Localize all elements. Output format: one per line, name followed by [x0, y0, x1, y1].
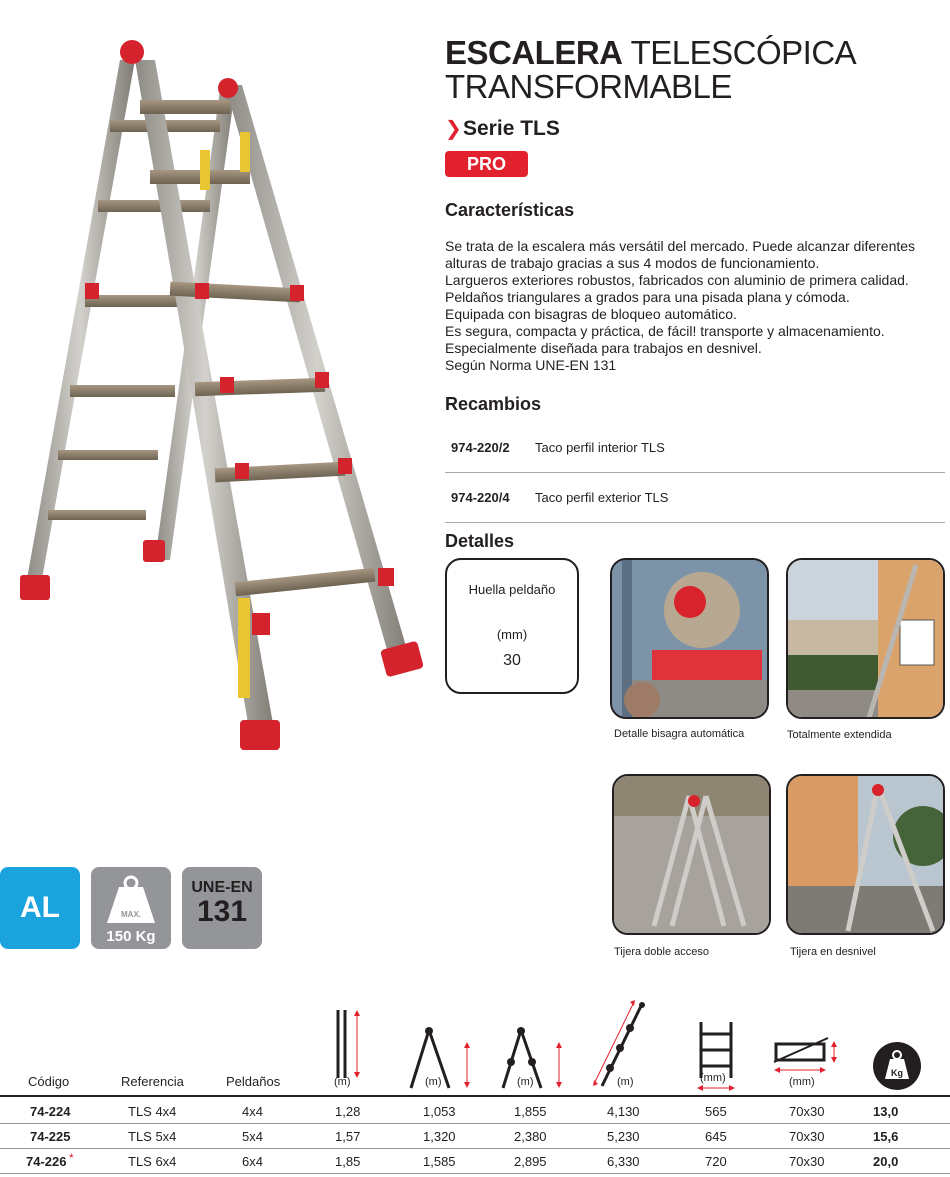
series-label — [445, 116, 560, 141]
cell-weight: 15,6 — [873, 1129, 899, 1144]
feature-line: Según Norma UNE-EN 131 — [445, 357, 617, 373]
details-heading: Detalles — [445, 531, 515, 551]
cell-width: 565 — [705, 1104, 727, 1119]
unit-label: (m) — [334, 1076, 351, 1088]
feature-line: Se trata de la escalera más versátil del mercado. Puede alcanzar diferentes — [445, 238, 916, 254]
extended-ladder-image — [788, 560, 945, 719]
cell-weight: 13,0 — [873, 1104, 899, 1119]
step-depth-box — [445, 558, 579, 694]
kg-label: Kg — [891, 1068, 903, 1078]
une-line1: UNE-EN — [191, 879, 253, 896]
aluminium-badge — [0, 867, 80, 949]
unit-label: (m) — [617, 1076, 634, 1088]
spare-row — [445, 423, 945, 473]
features-heading: Características — [445, 200, 575, 220]
title-line2: TRANSFORMABLE — [445, 68, 732, 105]
kg-weight-icon — [872, 1041, 922, 1091]
cell-codigo: 74-224 — [30, 1104, 71, 1119]
cell-peldanos: 6x4 — [242, 1154, 263, 1169]
title-rest: TELESCÓPICA — [622, 34, 857, 71]
table-row — [0, 1149, 950, 1174]
table-header — [0, 1000, 950, 1096]
unit-label: (m) — [517, 1076, 534, 1088]
header-peldanos: Peldaños — [226, 1074, 281, 1089]
cell-extended-length: 4,130 — [607, 1104, 640, 1119]
max-value: 150 Kg — [106, 928, 156, 945]
step-depth-unit: (mm) — [496, 627, 528, 642]
cell-closed-height: 1,28 — [335, 1104, 361, 1119]
feature-line: Es segura, compacta y práctica, de fácil! transporte y almacenamiento. — [445, 323, 885, 339]
photo-caption: Tijera en desnivel — [790, 946, 876, 958]
spare-code: 974-220/4 — [451, 490, 510, 505]
cell-double-height: 2,380 — [514, 1129, 547, 1144]
double-access-image — [614, 776, 771, 935]
product-title — [445, 36, 856, 104]
asterisk-mark: * — [69, 1151, 74, 1165]
table-row — [0, 1124, 950, 1149]
aluminium-label: AL — [20, 891, 60, 924]
cell-scissor-height: 1,585 — [423, 1154, 456, 1169]
hinge-detail-image — [612, 560, 769, 719]
features-text — [445, 238, 940, 374]
cell-weight: 20,0 — [873, 1154, 899, 1169]
spare-row — [445, 473, 945, 523]
cell-extended-length: 5,230 — [607, 1129, 640, 1144]
header-referencia: Referencia — [121, 1074, 184, 1089]
unit-label: (m) — [425, 1076, 442, 1088]
cell-width: 645 — [705, 1129, 727, 1144]
cell-referencia: TLS 6x4 — [128, 1154, 177, 1169]
max-load-badge — [91, 867, 171, 949]
cell-profile: 70x30 — [789, 1129, 825, 1144]
spare-description: Taco perfil exterior TLS — [535, 490, 669, 505]
table-row — [0, 1099, 950, 1124]
ladder-product-image — [10, 40, 430, 770]
feature-line: Peldaños triangulares a grados para una pisada plana y cómoda. — [445, 289, 850, 305]
photo-caption: Totalmente extendida — [787, 729, 892, 741]
feature-line: alturas de trabajo gracias a sus 4 modos de funcionamiento. — [445, 255, 820, 271]
uneven-ground-photo — [786, 774, 945, 935]
cell-peldanos: 4x4 — [242, 1104, 263, 1119]
max-label: MAX. — [121, 910, 141, 919]
spare-code: 974-220/2 — [451, 440, 510, 455]
series-name: Serie TLS — [463, 116, 560, 140]
cell-codigo: 74-226 — [26, 1154, 67, 1169]
chevron-right-icon: ❯ — [445, 118, 462, 140]
double-access-photo — [612, 774, 771, 935]
photo-caption: Tijera doble acceso — [614, 946, 709, 958]
title-bold: ESCALERA — [445, 34, 623, 71]
cell-double-height: 2,895 — [514, 1154, 547, 1169]
spare-description: Taco perfil interior TLS — [535, 440, 665, 455]
cell-double-height: 1,855 — [514, 1104, 547, 1119]
une-line2: 131 — [196, 895, 248, 928]
cell-extended-length: 6,330 — [607, 1154, 640, 1169]
cell-closed-height: 1,57 — [335, 1129, 361, 1144]
feature-line: Equipada con bisagras de bloqueo automático. — [445, 306, 737, 322]
pro-badge: PRO — [445, 151, 528, 177]
cell-scissor-height: 1,053 — [423, 1104, 456, 1119]
unit-label: (mm) — [700, 1072, 726, 1084]
step-depth-label: Huella peldaño — [468, 582, 556, 597]
hinge-detail-photo — [610, 558, 769, 719]
extended-photo — [786, 558, 945, 719]
cell-codigo: 74-225 — [30, 1129, 71, 1144]
cell-width: 720 — [705, 1154, 727, 1169]
spares-heading: Recambios — [445, 394, 542, 414]
cell-referencia: TLS 5x4 — [128, 1129, 177, 1144]
step-depth-value: 30 — [503, 652, 521, 669]
feature-line: Especialmente diseñada para trabajos en desnivel. — [445, 340, 762, 356]
cell-scissor-height: 1,320 — [423, 1129, 456, 1144]
cell-peldanos: 5x4 — [242, 1129, 263, 1144]
profile-section-icon — [772, 1036, 842, 1080]
cell-profile: 70x30 — [789, 1104, 825, 1119]
cell-referencia: TLS 4x4 — [128, 1104, 177, 1119]
header-codigo: Código — [28, 1074, 70, 1089]
cell-closed-height: 1,85 — [335, 1154, 361, 1169]
feature-line: Largueros exteriores robustos, fabricados con aluminio de primera calidad. — [445, 272, 909, 288]
cell-profile: 70x30 — [789, 1154, 825, 1169]
uneven-ground-image — [788, 776, 945, 935]
photo-caption: Detalle bisagra automática — [614, 728, 745, 740]
unit-label: (mm) — [789, 1076, 815, 1088]
une-en-badge — [182, 867, 262, 949]
table-header-rule — [0, 1095, 950, 1097]
